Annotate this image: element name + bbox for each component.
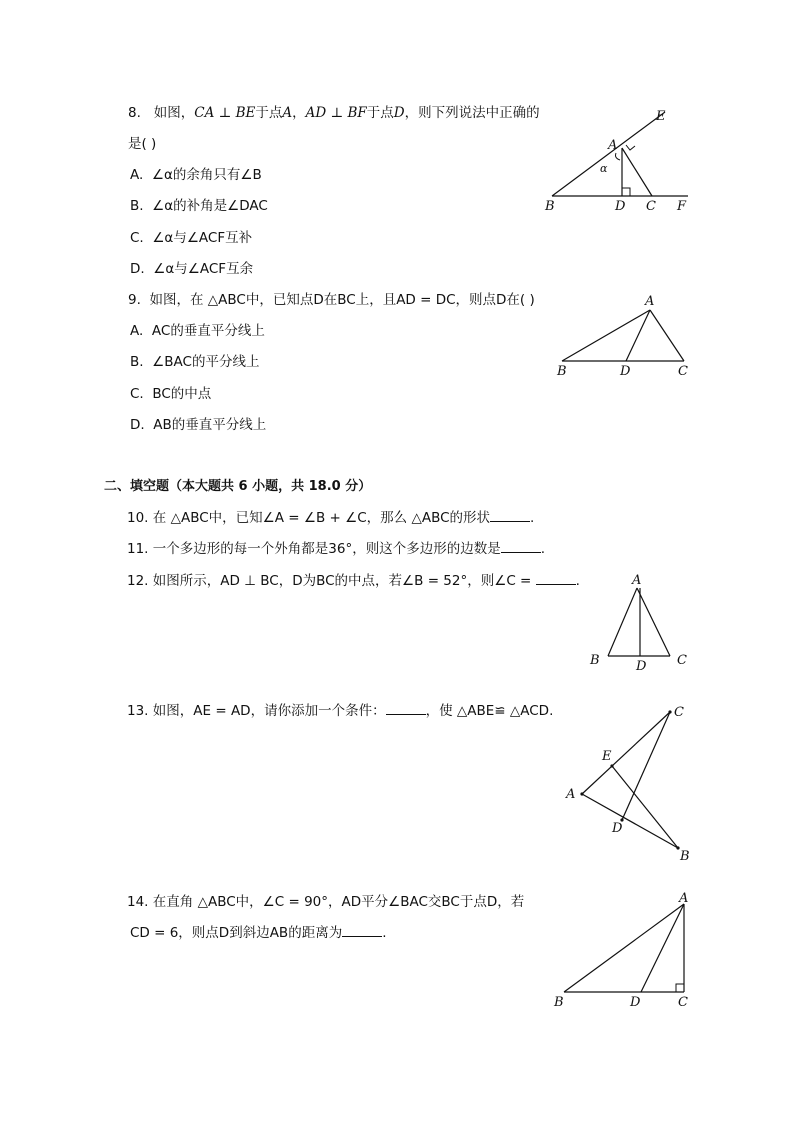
q11-text: 11. 一个多边形的每一个外角都是36°，则这个多边形的边数是 . — [127, 541, 546, 557]
q12-text: 12. 如图所示，AD ⊥ BC，D为BC的中点，若∠B = 52°，则∠C = . — [127, 573, 580, 589]
q14-figure — [548, 888, 698, 1016]
q8-option-b[interactable]: B. ∠α的补角是∠DAC — [130, 198, 268, 214]
q8-label-e: E — [656, 109, 666, 124]
q8-label-c: C — [646, 199, 656, 214]
q9-label-a: A — [645, 294, 655, 309]
q8-stem-line2: 是( ) — [128, 136, 157, 152]
q14-answer-blank[interactable] — [342, 924, 382, 937]
q13-figure — [560, 700, 700, 866]
q9-label-d: D — [620, 364, 631, 379]
q14-label-a: A — [679, 891, 689, 906]
q9-figure — [550, 290, 700, 382]
q9-option-b[interactable]: B. ∠BAC的平分线上 — [130, 354, 260, 370]
q9-label-c: C — [678, 364, 688, 379]
q9-label-b: B — [557, 364, 567, 379]
q13-label-a: A — [566, 787, 576, 802]
q14-line2: CD = 6，则点D到斜边AB的距离为 . — [130, 925, 387, 941]
q14-label-d: D — [630, 995, 641, 1010]
q9-option-d[interactable]: D. AB的垂直平分线上 — [130, 417, 267, 433]
q14-label-c: C — [678, 995, 688, 1010]
q11-answer-blank[interactable] — [501, 540, 541, 553]
q10-text: 10. 在 △ABC中，已知∠A = ∠B + ∠C，那么 △ABC的形状 . — [127, 510, 535, 526]
q12-figure — [584, 570, 694, 676]
q8-option-d[interactable]: D. ∠α与∠ACF互余 — [130, 261, 254, 277]
q14-label-b: B — [554, 995, 564, 1010]
q12-label-c: C — [677, 653, 687, 668]
q9-option-a[interactable]: A. AC的垂直平分线上 — [130, 323, 265, 339]
section-2-title: 二、填空题（本大题共 6 小题，共 18.0 分） — [104, 479, 372, 494]
q12-label-d: D — [636, 659, 647, 674]
q9-stem: 9. 如图，在 △ABC中，已知点D在BC上，且AD = DC，则点D在( ) — [128, 292, 535, 308]
q8-label-alpha: α — [600, 162, 608, 175]
q13-label-b: B — [680, 849, 690, 864]
q8-stem-line1: 8. 如图，CA ⊥ BE于点A，AD ⊥ BF于点D，则下列说法中正确的 — [128, 105, 540, 121]
q10-answer-blank[interactable] — [490, 509, 530, 522]
q12-answer-blank[interactable] — [536, 572, 576, 585]
q13-label-c: C — [674, 705, 684, 720]
q13-label-d: D — [612, 821, 623, 836]
q8-label-d: D — [615, 199, 626, 214]
q9-option-c[interactable]: C. BC的中点 — [130, 386, 212, 402]
q8-label-b: B — [545, 199, 555, 214]
q12-label-b: B — [590, 653, 600, 668]
q8-label-f: F — [677, 199, 687, 214]
q8-option-c[interactable]: C. ∠α与∠ACF互补 — [130, 230, 253, 246]
q13-answer-blank[interactable] — [386, 702, 426, 715]
q13-text: 13. 如图，AE = AD，请你添加一个条件： ，使 △ABE≌ △ACD. — [127, 703, 554, 719]
q13-label-e: E — [602, 749, 612, 764]
q8-figure — [540, 100, 700, 218]
q8-option-a[interactable]: A. ∠α的余角只有∠B — [130, 167, 262, 183]
q14-line1: 14. 在直角 △ABC中，∠C = 90°，AD平分∠BAC交BC于点D，若 — [127, 894, 525, 910]
q8-label-a: A — [608, 138, 618, 153]
q12-label-a: A — [632, 573, 642, 588]
